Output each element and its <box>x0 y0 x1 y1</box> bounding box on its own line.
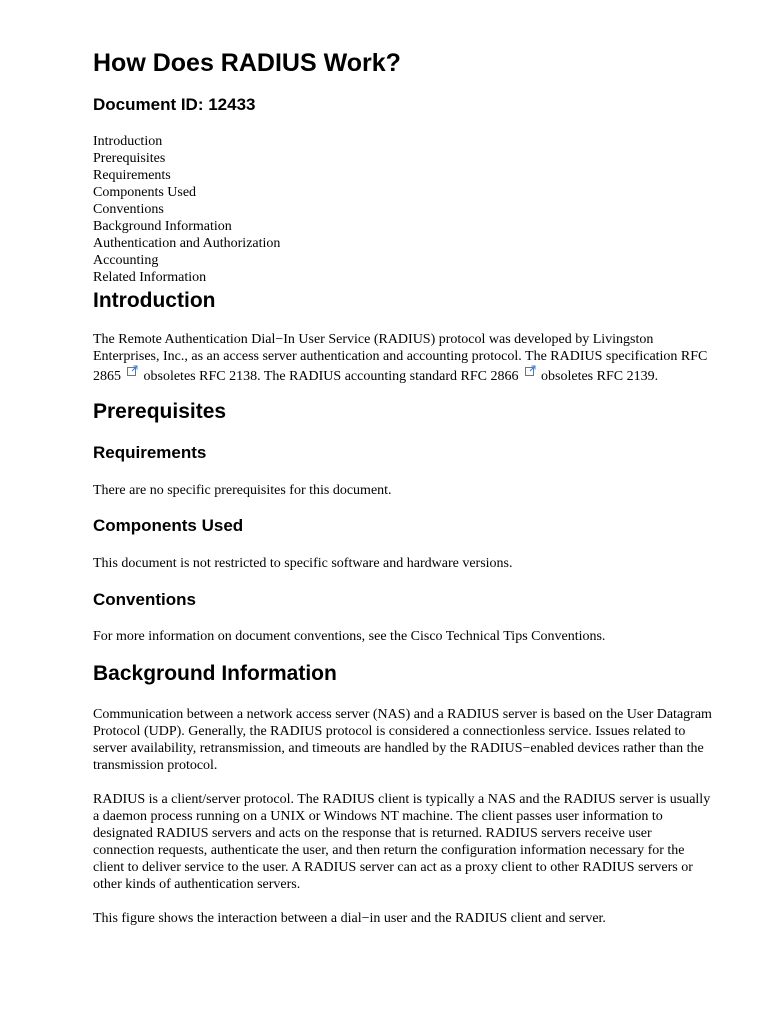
text-line: a daemon process running on a UNIX or Windows NT machine. The client passes user information to <box>93 809 663 824</box>
text-segment: obsoletes RFC 2138. The RADIUS accounting standard RFC 2866 <box>143 369 519 384</box>
toc-link-requirements[interactable]: Requirements <box>93 168 171 183</box>
components-paragraph: This document is not restricted to specific software and hardware versions. <box>93 556 513 571</box>
text-line <box>93 365 725 385</box>
subsection-heading-requirements: Requirements <box>93 443 207 462</box>
toc-link-related-information[interactable]: Related Information <box>93 270 207 285</box>
subsection-heading-conventions: Conventions <box>93 590 196 609</box>
toc-link-authentication-authorization[interactable]: Authentication and Authorization <box>93 236 281 251</box>
text-line: Protocol (UDP). Generally, the RADIUS protocol is considered a connectionless service. Issues related to <box>93 724 686 739</box>
background-paragraph-3: This figure shows the interaction between a dial−in user and the RADIUS client and server. <box>93 911 606 926</box>
text-line: designated RADIUS servers and acts on the response that is returned. RADIUS servers receive user <box>93 826 652 841</box>
external-link-icon[interactable] <box>127 365 138 376</box>
document-id: Document ID: 12433 <box>93 95 256 114</box>
text-line: Enterprises, Inc., as an access server authentication and accounting protocol. The RADIUS specification RFC <box>93 349 708 364</box>
text-line: RADIUS is a client/server protocol. The RADIUS client is typically a NAS and the RADIUS server is usually <box>93 792 711 807</box>
toc-link-background-information[interactable]: Background Information <box>93 219 232 234</box>
toc-link-prerequisites[interactable]: Prerequisites <box>93 151 166 166</box>
toc-link-conventions[interactable]: Conventions <box>93 202 164 217</box>
text-segment: obsoletes RFC 2139. <box>541 369 659 384</box>
section-heading-introduction: Introduction <box>93 289 216 312</box>
table-of-contents <box>93 133 280 286</box>
text-line: other kinds of authentication servers. <box>93 877 301 892</box>
background-paragraph-2 <box>93 791 725 893</box>
background-paragraph-1 <box>93 706 725 774</box>
rfc-2865-link[interactable]: 2865 <box>93 369 121 384</box>
toc-link-introduction[interactable]: Introduction <box>93 134 163 149</box>
text-line: Communication between a network access server (NAS) and a RADIUS server is based on the User Datagram <box>93 707 712 722</box>
text-line: connection requests, authenticate the user, and then return the configuration information necessary for the <box>93 843 685 858</box>
toc-link-components-used[interactable]: Components Used <box>93 185 197 200</box>
requirements-paragraph: There are no specific prerequisites for this document. <box>93 483 392 498</box>
external-link-icon[interactable] <box>525 365 536 376</box>
page-title: How Does RADIUS Work? <box>93 49 401 77</box>
subsection-heading-components-used: Components Used <box>93 516 244 535</box>
introduction-paragraph <box>93 331 725 385</box>
text-line: The Remote Authentication Dial−In User Service (RADIUS) protocol was developed by Livingston <box>93 332 654 347</box>
text-line: client to deliver service to the user. A RADIUS server can act as a proxy client to other RADIUS servers or <box>93 860 693 875</box>
section-heading-background-information: Background Information <box>93 662 337 685</box>
toc-link-accounting[interactable]: Accounting <box>93 253 159 268</box>
text-line: transmission protocol. <box>93 758 218 773</box>
text-line: server availability, retransmission, and timeouts are handled by the RADIUS−enabled devices rather than the <box>93 741 704 756</box>
section-heading-prerequisites: Prerequisites <box>93 400 227 423</box>
conventions-paragraph: For more information on document conventions, see the Cisco Technical Tips Conventions. <box>93 629 606 644</box>
